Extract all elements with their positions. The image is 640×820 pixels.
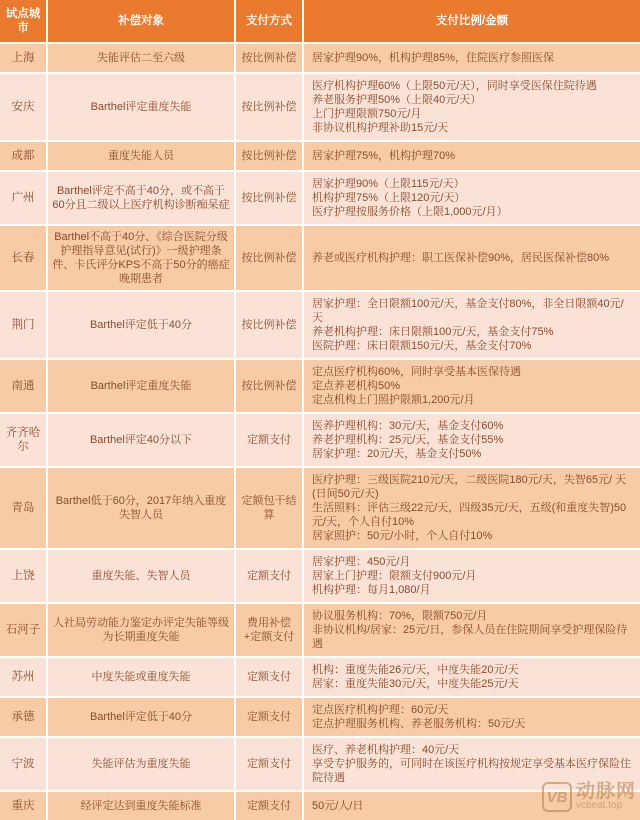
cell-method: 按比例补偿 [236, 292, 302, 358]
table-row [0, 360, 640, 412]
detail-line: 定点医疗机构60%，同时享受基本医保待遇 [312, 366, 522, 378]
header-cell-city: 试点城市 [0, 0, 46, 42]
cell-detail [304, 172, 640, 224]
detail-line: 医疗护理：三级医院210元/天，二级医院180元/天，失智65元/ 天(日间50元/天) [312, 474, 627, 500]
watermark-site: vcbeat.top [575, 800, 623, 811]
detail-line: 机构护理75%（上限120元/天） [312, 192, 466, 204]
cell-city: 南通 [0, 360, 46, 412]
cell-city: 成都 [0, 142, 46, 170]
header-cell-amount: 支付比例/金额 [304, 0, 640, 42]
detail-line: 定点养老机构50% [312, 380, 401, 392]
detail-line: 医养护理机构：30元/天，基金支付60% [312, 420, 504, 432]
header-cell-method: 支付方式 [236, 0, 302, 42]
cell-detail [304, 142, 640, 170]
cell-method: 定额支付 [236, 550, 302, 602]
cell-detail [304, 550, 640, 602]
cell-city: 重庆 [0, 792, 46, 820]
cell-target: Barthel评定重度失能 [48, 74, 234, 140]
detail-line: 养老护理机构：25元/天，基金支付55% [312, 434, 504, 446]
cell-method: 按比例补偿 [236, 360, 302, 412]
detail-line: 养老或医疗机构护理：职工医保补偿90%，居民医保补偿80% [312, 252, 610, 264]
cell-target: 经评定达到重度失能标准 [48, 792, 234, 820]
cell-target: Barthel评定低于40分 [48, 292, 234, 358]
detail-line: 居家护理：全日限额100元/天，基金支付80%，非全日限额40元/天 [312, 298, 624, 324]
cell-detail [304, 792, 640, 820]
cell-target: Barthel低于60分，2017年纳入重度失智人员 [48, 468, 234, 548]
detail-line: 50元/人/日 [312, 800, 364, 812]
detail-line: 非协议机构/居家：25元/日，参保人员在住院期间享受护理保险待遇 [312, 624, 628, 650]
table-row [0, 142, 640, 170]
cell-city: 苏州 [0, 658, 46, 696]
cell-detail [304, 292, 640, 358]
cell-city: 荆门 [0, 292, 46, 358]
watermark-logo-text: VB [546, 788, 568, 806]
table-row [0, 468, 640, 548]
cell-method: 费用补偿+定额支付 [236, 604, 302, 656]
cell-city: 上海 [0, 44, 46, 72]
cell-target: 重度失能、失智人员 [48, 550, 234, 602]
table-row [0, 74, 640, 140]
detail-line: 居家护理90%，机构护理85%，住院医疗参照医保 [312, 52, 555, 64]
table-row [0, 292, 640, 358]
detail-line: 上门护理限额750元/月 [312, 108, 422, 120]
cell-detail [304, 698, 640, 736]
table-row [0, 172, 640, 224]
table-row [0, 226, 640, 290]
cell-city: 安庆 [0, 74, 46, 140]
cell-detail [304, 414, 640, 466]
table-row [0, 792, 640, 820]
detail-line: 医疗护理按服务价格（上限1,000元/月） [312, 206, 508, 218]
cell-city: 齐齐哈尔 [0, 414, 46, 466]
cell-target: Barthel不高于40分、《综合医院分级护理指导意见(试行)》一级护理条件、卡氏评分KPS不高于50分的癌症晚期患者 [48, 226, 234, 290]
cell-method: 定额包干结算 [236, 468, 302, 548]
cell-target: Barthel评定40分以下 [48, 414, 234, 466]
detail-line: 居家：重度失能30元/天，中度失能25元/天 [312, 678, 519, 690]
detail-line: 协议服务机构：70%，限额750元/月 [312, 610, 488, 622]
cell-method: 定额支付 [236, 414, 302, 466]
cell-method: 按比例补偿 [236, 142, 302, 170]
table-row [0, 414, 640, 466]
cell-target: 失能评估二至六级 [48, 44, 234, 72]
cell-detail [304, 44, 640, 72]
cell-target: 失能评估为重度失能 [48, 738, 234, 790]
detail-line: 机构：重度失能26元/天，中度失能20元/天 [312, 664, 519, 676]
table-row [0, 550, 640, 602]
cell-target: 重度失能人员 [48, 142, 234, 170]
detail-line: 医疗机构护理60%（上限50元/天），同时享受医保住院待遇 [312, 80, 597, 92]
cell-city: 宁波 [0, 738, 46, 790]
detail-line: 养老服务护理50%（上限40元/天） [312, 94, 482, 106]
cell-method: 按比例补偿 [236, 226, 302, 290]
detail-line: 居家护理75%，机构护理70% [312, 150, 456, 162]
cell-city: 上饶 [0, 550, 46, 602]
detail-line: 机构护理：每月1,080/月 [312, 584, 431, 596]
table-body [0, 44, 640, 820]
watermark-name: 动脉网 [575, 781, 636, 802]
detail-line: 医院护理：床日限额150元/天，基金支付70% [312, 340, 532, 352]
cell-detail [304, 468, 640, 548]
table-row [0, 698, 640, 736]
cell-detail [304, 658, 640, 696]
detail-line: 居家照护：50元/小时，个人自付10% [312, 530, 493, 542]
cell-method: 定额支付 [236, 658, 302, 696]
table-row [0, 658, 640, 696]
cell-detail [304, 604, 640, 656]
detail-line: 养老机构护理：床日限额100元/天，基金支付75% [312, 326, 554, 338]
cell-city: 石河子 [0, 604, 46, 656]
cell-method: 定额支付 [236, 792, 302, 820]
table-row [0, 44, 640, 72]
cell-method: 定额支付 [236, 738, 302, 790]
cell-method: 定额支付 [236, 698, 302, 736]
detail-line: 定点护理服务机构、养老服务机构：50元/天 [312, 718, 526, 730]
cell-detail [304, 226, 640, 290]
cell-city: 承德 [0, 698, 46, 736]
cell-target: 中度失能或重度失能 [48, 658, 234, 696]
header-cell-target: 补偿对象 [48, 0, 234, 42]
table-header [0, 0, 640, 42]
table-row [0, 604, 640, 656]
cell-method: 按比例补偿 [236, 44, 302, 72]
cell-city: 青岛 [0, 468, 46, 548]
cell-city: 广州 [0, 172, 46, 224]
detail-line: 生活照料：评估三级22元/天，四级35元/天，五级(和重度失智)50元/天，个人自付10% [312, 502, 627, 528]
cell-method: 按比例补偿 [236, 172, 302, 224]
detail-line: 居家护理90%（上限115元/天） [312, 178, 465, 190]
cell-detail [304, 360, 640, 412]
cell-method: 按比例补偿 [236, 74, 302, 140]
detail-line: 享受专护服务的，可同时在该医疗机构按规定享受基本医疗保险住院待遇 [312, 758, 631, 784]
cell-target: Barthel评定低于40分 [48, 698, 234, 736]
detail-line: 居家护理：20元/天，基金支付50% [312, 448, 482, 460]
cell-target: Barthel评定不高于40分，或不高于60分且二级以上医疗机构诊断痴呆症 [48, 172, 234, 224]
cell-city: 长春 [0, 226, 46, 290]
cell-target: 人社局劳动能力鉴定办评定失能等级为长期重度失能 [48, 604, 234, 656]
detail-line: 居家护理：450元/月 [312, 556, 411, 568]
detail-line: 定点医疗机构护理：60元/天 [312, 704, 449, 716]
cell-target: Barthel评定重度失能 [48, 360, 234, 412]
cell-detail [304, 74, 640, 140]
detail-line: 居家上门护理：限额支付900元/月 [312, 570, 477, 582]
detail-line: 医疗、养老机构护理：40元/天 [312, 744, 460, 756]
detail-line: 定点机构上门照护限额1,200元/月 [312, 394, 475, 406]
detail-line: 非协议机构护理补助15元/天 [312, 122, 449, 134]
